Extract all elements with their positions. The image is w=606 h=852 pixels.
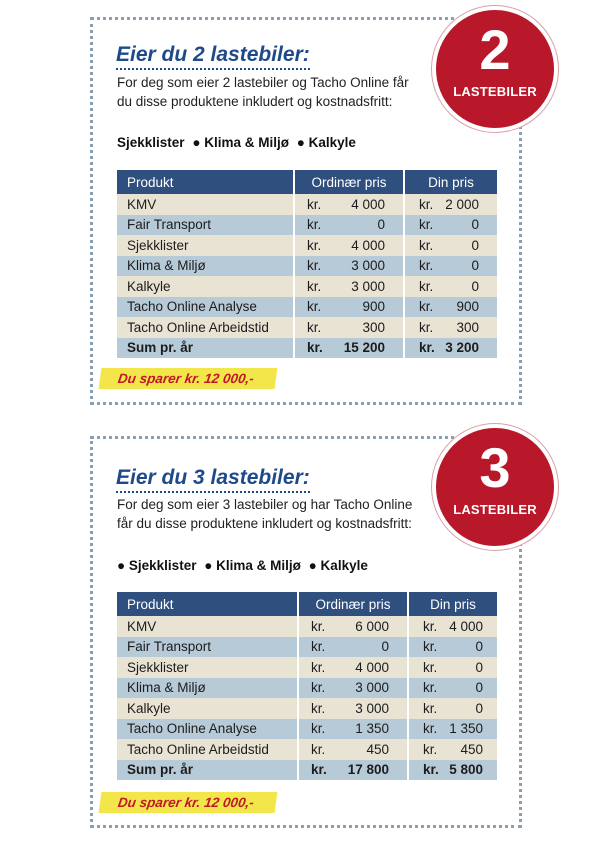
col-product: Produkt xyxy=(117,170,294,194)
offer-heading: Eier du 3 lastebiler: xyxy=(116,466,310,493)
table-row: Kalkyle kr. 3 000 kr. 0 xyxy=(117,698,497,719)
table-row: Tacho Online Arbeidstid kr. 450 kr. 450 xyxy=(117,739,497,760)
col-ordinary-price: Ordinær pris xyxy=(298,592,408,616)
col-your-price: Din pris xyxy=(408,592,497,616)
included-products xyxy=(117,135,360,150)
table-header-row xyxy=(117,592,497,616)
table-row: Tacho Online Analyse kr. 900 kr. 900 xyxy=(117,297,497,318)
col-ordinary-price: Ordinær pris xyxy=(294,170,404,194)
table-row: Tacho Online Analyse kr. 1 350 kr. 1 350 xyxy=(117,719,497,740)
col-product: Produkt xyxy=(117,592,298,616)
table-row: KMV kr. 6 000 kr. 4 000 xyxy=(117,616,497,637)
table-header-row xyxy=(117,170,497,194)
badge-3-trucks xyxy=(432,424,558,550)
table-row: Fair Transport kr. 0 kr. 0 xyxy=(117,215,497,236)
savings-banner: Du sparer kr. 12 000,- xyxy=(99,368,278,389)
table-row: Fair Transport kr. 0 kr. 0 xyxy=(117,637,497,658)
offer-intro: For deg som eier 3 lastebiler og har Tacho Online får du disse produktene inkludert og kostnadsfritt: xyxy=(117,497,413,531)
table-sum-row: Sum pr. år kr. 17 800 kr. 5 800 xyxy=(117,760,497,781)
badge-label: LASTEBILER xyxy=(453,502,537,517)
table-row: Tacho Online Arbeidstid kr. 300 kr. 300 xyxy=(117,317,497,338)
included-product: ● Kalkyle xyxy=(296,135,356,150)
included-product: Sjekklister xyxy=(117,135,185,150)
badge-number: 3 xyxy=(479,436,511,499)
table-row: Klima & Miljø kr. 3 000 kr. 0 xyxy=(117,678,497,699)
table-sum-row: Sum pr. år kr. 15 200 kr. 3 200 xyxy=(117,338,497,359)
col-your-price: Din pris xyxy=(404,170,497,194)
table-row: Klima & Miljø kr. 3 000 kr. 0 xyxy=(117,256,497,277)
included-products xyxy=(117,558,372,573)
offer-heading: Eier du 2 lastebiler: xyxy=(116,43,310,70)
price-table xyxy=(117,170,497,358)
table-row: Sjekklister kr. 4 000 kr. 0 xyxy=(117,235,497,256)
price-table xyxy=(117,592,497,780)
included-product: ● Sjekklister xyxy=(117,558,197,573)
table-row: Kalkyle kr. 3 000 kr. 0 xyxy=(117,276,497,297)
savings-banner: Du sparer kr. 12 000,- xyxy=(99,792,278,813)
included-product: ● Klima & Miljø xyxy=(204,558,301,573)
badge-2-trucks xyxy=(432,6,558,132)
offer-intro: For deg som eier 2 lastebiler og Tacho Online får du disse produktene inkludert og kostnadsfritt: xyxy=(117,75,409,109)
table-row: KMV kr. 4 000 kr. 2 000 xyxy=(117,194,497,215)
included-product: ● Kalkyle xyxy=(308,558,368,573)
table-row: Sjekklister kr. 4 000 kr. 0 xyxy=(117,657,497,678)
badge-label: LASTEBILER xyxy=(453,84,537,99)
included-product: ● Klima & Miljø xyxy=(192,135,289,150)
badge-number: 2 xyxy=(479,18,511,81)
